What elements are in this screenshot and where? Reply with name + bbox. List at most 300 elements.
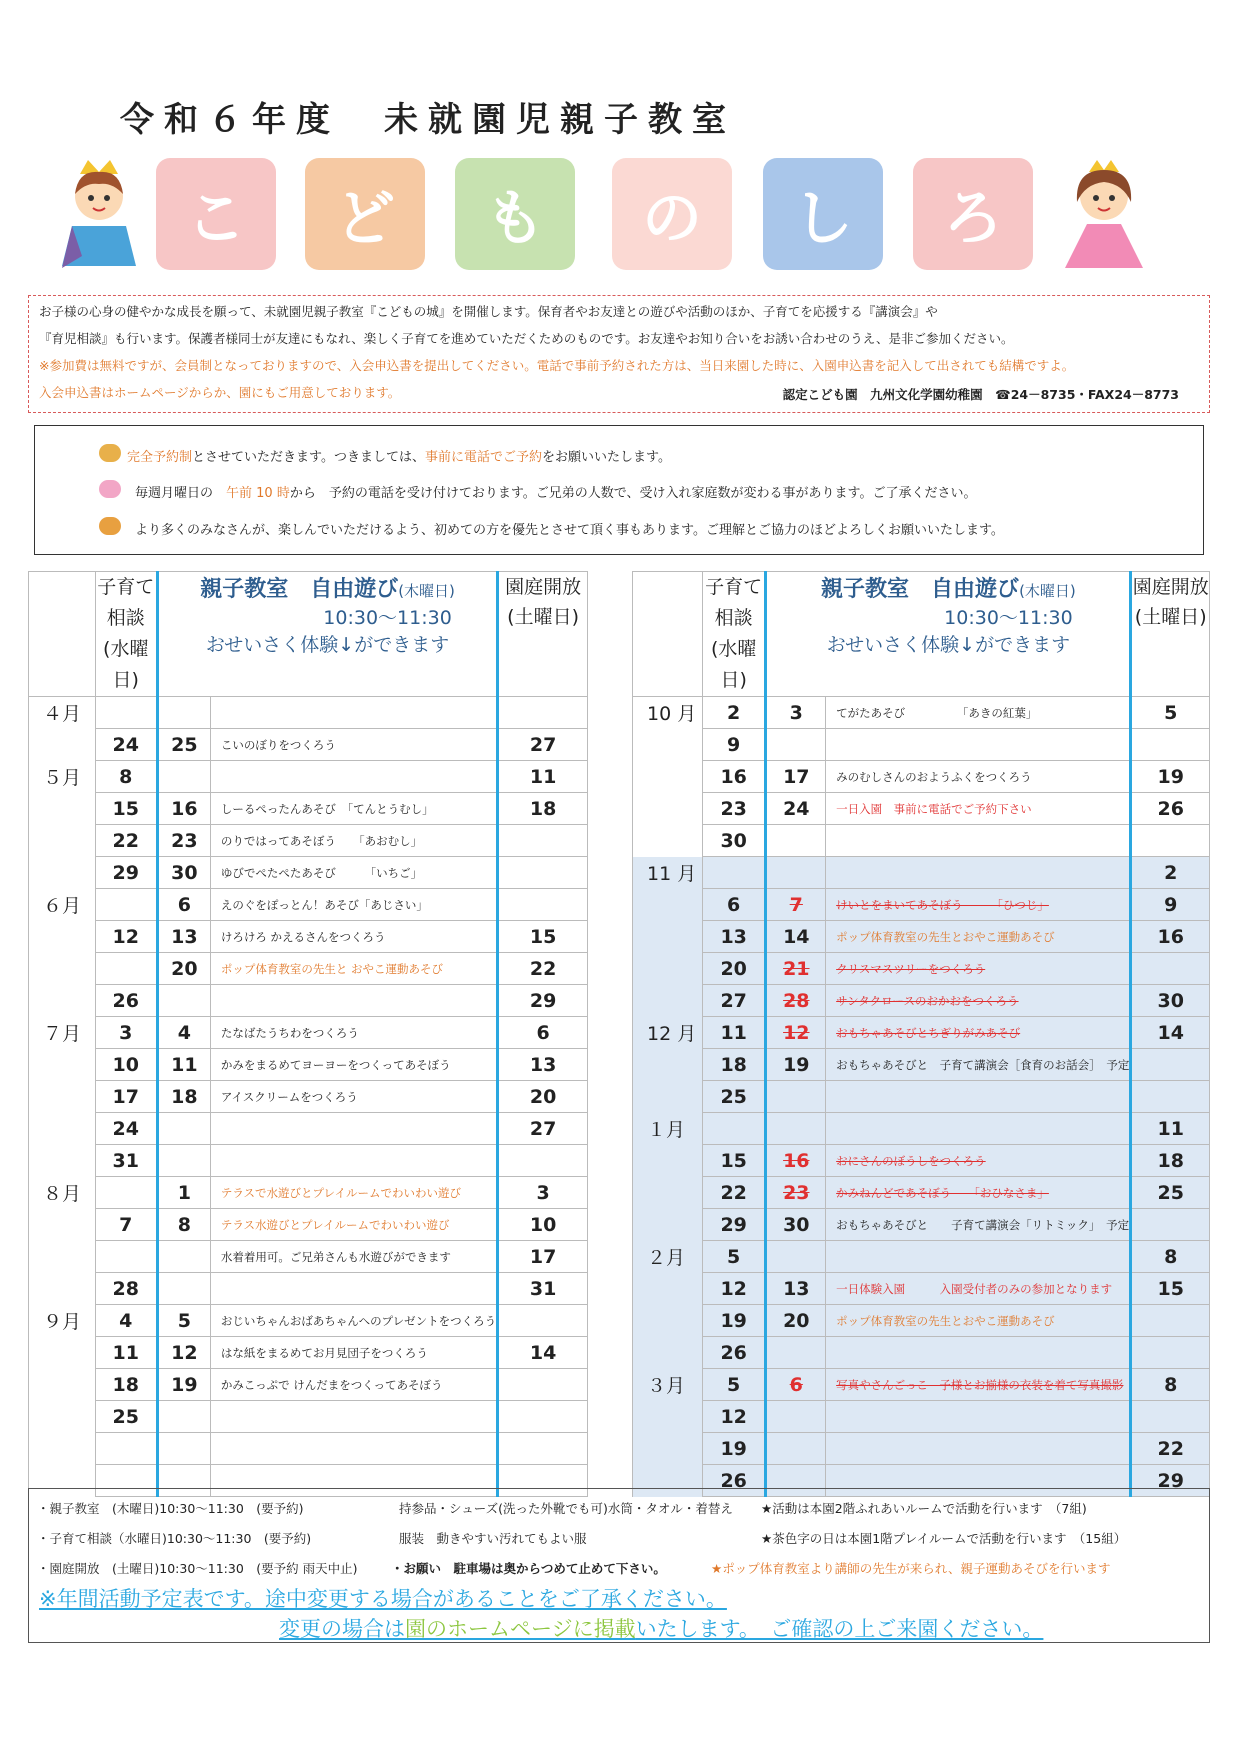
class-date: 17	[766, 761, 826, 793]
garden-date: 17	[498, 1241, 588, 1273]
class-date: 7	[766, 889, 826, 921]
garden-date	[498, 1401, 588, 1433]
garden-date: 6	[498, 1017, 588, 1049]
intro-line-3: ※参加費は無料ですが、会員制となっておりますので、入会申込書を提出してください。電話で事前予約された方は、当日来園した時に、入園申込書を記入して出されても結構ですよ。	[39, 358, 1075, 373]
garden-date: 10	[498, 1209, 588, 1241]
month-label: 10 月	[633, 697, 703, 729]
consult-date: 5	[702, 1369, 766, 1401]
class-date: 14	[766, 921, 826, 953]
activity-text: おもちゃあそびと 子育て講演会「リトミック」 予定	[826, 1209, 1131, 1241]
activity-text: けろけろ かえるさんをつくろう	[210, 921, 497, 953]
month-label	[29, 953, 96, 985]
consult-date: 25	[702, 1081, 766, 1113]
activity-text: みのむしさんのおようふくをつくろう	[826, 761, 1131, 793]
garden-date: 18	[1131, 1145, 1210, 1177]
consult-date	[702, 1113, 766, 1145]
class-date: 30	[766, 1209, 826, 1241]
schedule-row	[29, 1017, 588, 1049]
schedule-row	[633, 1017, 1210, 1049]
class-date: 13	[766, 1273, 826, 1305]
schedule-row	[633, 1049, 1210, 1081]
garden-date	[498, 1305, 588, 1337]
schedule-row	[29, 889, 588, 921]
activity-text: 一日体験入園 入園受付者のみの参加となります	[826, 1273, 1131, 1305]
consult-date	[95, 889, 157, 921]
schedule-row	[633, 1337, 1210, 1369]
consult-date: 9	[702, 729, 766, 761]
activity-text: けいとをまいてあそぼう 「ひつじ」	[826, 889, 1131, 921]
schedule-row	[29, 761, 588, 793]
garden-date	[498, 857, 588, 889]
garden-date	[498, 1369, 588, 1401]
notice-line-1: 完全予約制とさせていただきます。つきましては、事前に電話でご予約をお願いいたします。	[127, 450, 671, 465]
footer-belongings: 持参品・シューズ(洗った外靴でも可)水筒・タオル・着替え	[399, 1501, 733, 1516]
consult-date: 15	[95, 793, 157, 825]
class-date	[157, 1433, 210, 1465]
class-date: 8	[157, 1209, 210, 1241]
class-date	[157, 1145, 210, 1177]
schedule-row	[633, 985, 1210, 1017]
month-label	[633, 889, 703, 921]
schedule-row	[633, 1113, 1210, 1145]
class-date: 16	[766, 1145, 826, 1177]
class-date	[766, 1241, 826, 1273]
garden-date: 15	[498, 921, 588, 953]
schedule-row	[633, 953, 1210, 985]
garden-date: 25	[1131, 1177, 1210, 1209]
intro-line-1: お子様の心身の健やかな成長を願って、未就園児親子教室『こどもの城』を開催します。保育者やお友達との遊びや活動のほか、子育てを応援する『講演会』や	[39, 304, 938, 319]
month-label	[633, 1433, 703, 1465]
class-date: 6	[157, 889, 210, 921]
activity-text: おもちゃあそびとちぎりがみあそび	[826, 1017, 1131, 1049]
activity-text	[210, 1113, 497, 1145]
activity-text: 一日入園 事前に電話でご予約下さい	[826, 793, 1131, 825]
consult-date	[95, 1241, 157, 1273]
month-label: 12 月	[633, 1017, 703, 1049]
garden-date: 20	[498, 1081, 588, 1113]
schedule-row	[29, 1177, 588, 1209]
consult-date: 30	[702, 825, 766, 857]
consult-date	[95, 697, 157, 729]
class-date: 24	[766, 793, 826, 825]
notice-line-2: 毎週月曜日の 午前 10 時から 予約の電話を受け付けております。ご兄弟の人数で、受け入れ家庭数が変わる事があります。ご了承ください。	[135, 486, 977, 501]
footer-garden-info: ・園庭開放 (土曜日)10:30～11:30 (要予約 雨天中止)	[37, 1561, 358, 1576]
schedule-row	[29, 825, 588, 857]
activity-text	[826, 825, 1131, 857]
activity-text	[210, 1273, 497, 1305]
schedule-row	[633, 793, 1210, 825]
activity-text	[210, 1401, 497, 1433]
month-label	[29, 985, 96, 1017]
consult-date: 27	[702, 985, 766, 1017]
class-date	[157, 1273, 210, 1305]
schedule-row	[633, 1433, 1210, 1465]
activity-text	[826, 1433, 1131, 1465]
activity-text	[826, 729, 1131, 761]
schedule-row	[29, 1401, 588, 1433]
class-date	[157, 1241, 210, 1273]
month-label	[29, 1081, 96, 1113]
schedule-row	[633, 1209, 1210, 1241]
class-date: 19	[766, 1049, 826, 1081]
month-label: ４月	[29, 697, 96, 729]
hero-letter-2: ど	[305, 158, 425, 270]
garden-date: 8	[1131, 1241, 1210, 1273]
footer-clothing: 服装 動きやすい汚れてもよい服	[399, 1531, 587, 1546]
garden-date: 2	[1131, 857, 1210, 889]
class-date: 16	[157, 793, 210, 825]
cat-icon	[99, 444, 121, 462]
consult-date	[702, 857, 766, 889]
garden-date: 26	[1131, 793, 1210, 825]
activity-text: ポップ体育教室の先生とおやこ運動あそび	[826, 921, 1131, 953]
class-date	[766, 729, 826, 761]
garden-date: 30	[1131, 985, 1210, 1017]
activity-text: こいのぼりをつくろう	[210, 729, 497, 761]
schedule-row	[633, 921, 1210, 953]
schedule-row	[633, 889, 1210, 921]
activity-text: テラスで水遊びとプレイルームでわいわい遊び	[210, 1177, 497, 1209]
hero-banner	[0, 158, 1241, 273]
month-label	[633, 1145, 703, 1177]
activity-text: のりではってあそぼう 「あおむし」	[210, 825, 497, 857]
activity-text: ゆびでぺたぺたあそび 「いちご」	[210, 857, 497, 889]
class-date: 20	[157, 953, 210, 985]
schedule-row	[29, 953, 588, 985]
month-label	[29, 1369, 96, 1401]
schedule-row	[29, 1081, 588, 1113]
class-date	[157, 1401, 210, 1433]
consult-date: 12	[702, 1273, 766, 1305]
consult-date	[95, 1433, 157, 1465]
garden-date	[1131, 825, 1210, 857]
footer-note-2: ★茶色字の日は本園1階プレイルームで活動を行います （15組）	[761, 1531, 1127, 1546]
class-date: 28	[766, 985, 826, 1017]
hamster-icon	[99, 517, 121, 535]
month-label: １月	[633, 1113, 703, 1145]
month-label	[633, 1049, 703, 1081]
month-label	[29, 825, 96, 857]
schedule-row	[29, 1337, 588, 1369]
hero-letter-5: し	[763, 158, 883, 270]
class-date	[766, 857, 826, 889]
activity-text	[826, 1081, 1131, 1113]
consult-date: 11	[702, 1017, 766, 1049]
consult-date: 24	[95, 729, 157, 761]
month-label	[633, 1209, 703, 1241]
organization-contact: 認定こども園 九州文化学園幼稚園 ☎24－8735・FAX24－8773	[782, 387, 1179, 402]
month-label	[29, 1337, 96, 1369]
garden-date: 15	[1131, 1273, 1210, 1305]
activity-text	[826, 1401, 1131, 1433]
schedule-row	[633, 697, 1210, 729]
footer-class-info: ・親子教室 (木曜日)10:30～11:30 (要予約)	[37, 1501, 304, 1516]
month-label	[29, 857, 96, 889]
class-date	[766, 1401, 826, 1433]
class-date: 1	[157, 1177, 210, 1209]
month-label: ２月	[633, 1241, 703, 1273]
month-label	[633, 1177, 703, 1209]
footer-notice-2: 変更の場合は園のホームページに掲載いたします。 ご確認の上ご来園ください。	[279, 1617, 1044, 1641]
consult-date: 15	[702, 1145, 766, 1177]
class-date: 30	[157, 857, 210, 889]
month-label	[29, 729, 96, 761]
garden-date: 29	[498, 985, 588, 1017]
consult-date: 24	[95, 1113, 157, 1145]
garden-date: 5	[1131, 697, 1210, 729]
main-header: 親子教室 自由遊び(木曜日) 10:30～11:30 おせいさく体験↓ができます	[157, 572, 497, 697]
garden-date: 27	[498, 1113, 588, 1145]
activity-text: ポップ体育教室の先生と おやこ運動あそび	[210, 953, 497, 985]
hero-letter-4: の	[612, 158, 732, 270]
notice-line-3: より多くのみなさんが、楽しんでいただけるよう、初めての方を優先とさせて頂く事もあります。ご理解とご協力のほどよろしくお願いいたします。	[135, 523, 1004, 538]
month-label	[29, 1273, 96, 1305]
month-label	[633, 1337, 703, 1369]
garden-date	[1131, 729, 1210, 761]
activity-text: サンタクロースのおかおをつくろう	[826, 985, 1131, 1017]
month-label	[29, 1401, 96, 1433]
month-label: ９月	[29, 1305, 96, 1337]
month-label	[633, 825, 703, 857]
class-date: 21	[766, 953, 826, 985]
garden-date	[1131, 1337, 1210, 1369]
intro-line-2: 『育児相談』も行います。保護者様同士が友達にもなれ、楽しく子育てを進めていただくためのものです。お友達やお知り合いをお誘い合わせのうえ、是非ご参加ください。	[39, 331, 1014, 346]
consult-date: 20	[702, 953, 766, 985]
class-date: 12	[766, 1017, 826, 1049]
footer-parking: ・お願い 駐車場は奥からつめて止めて下さい。	[391, 1561, 666, 1576]
schedule-row	[633, 1305, 1210, 1337]
month-label	[29, 1049, 96, 1081]
consult-header: 子育て 相談 (水曜日)	[95, 572, 157, 697]
activity-text: ポップ体育教室の先生とおやこ運動あそび	[826, 1305, 1131, 1337]
month-label	[633, 1081, 703, 1113]
garden-date: 31	[498, 1273, 588, 1305]
activity-text: てがたあそび 「あきの紅葉」	[826, 697, 1131, 729]
schedule-row	[633, 729, 1210, 761]
schedule-row	[633, 1401, 1210, 1433]
schedule-row	[633, 761, 1210, 793]
consult-date: 5	[702, 1241, 766, 1273]
consult-date: 13	[702, 921, 766, 953]
activity-text	[826, 1113, 1131, 1145]
class-date	[157, 985, 210, 1017]
princess-mascot-icon	[1057, 156, 1152, 276]
consult-date: 7	[95, 1209, 157, 1241]
activity-text: はな紙をまるめてお月見団子をつくろう	[210, 1337, 497, 1369]
month-label	[29, 921, 96, 953]
activity-text	[826, 1241, 1131, 1273]
schedule-row	[633, 1241, 1210, 1273]
schedule-row	[29, 857, 588, 889]
consult-date: 6	[702, 889, 766, 921]
garden-header: 園庭開放 (土曜日)	[498, 572, 588, 697]
schedule-row	[29, 793, 588, 825]
class-date: 3	[766, 697, 826, 729]
activity-text	[826, 1337, 1131, 1369]
garden-date	[498, 1433, 588, 1465]
month-label	[29, 793, 96, 825]
class-date	[766, 1113, 826, 1145]
activity-text: おもちゃあそびと 子育て講演会［食育のお話会］ 予定	[826, 1049, 1131, 1081]
schedule-row	[29, 985, 588, 1017]
schedule-row	[633, 825, 1210, 857]
garden-date: 9	[1131, 889, 1210, 921]
class-date	[766, 1337, 826, 1369]
month-label	[29, 1113, 96, 1145]
month-label	[633, 793, 703, 825]
consult-date: 28	[95, 1273, 157, 1305]
activity-text: おにさんのぼうしをつくろう	[826, 1145, 1131, 1177]
activity-text: アイスクリームをつくろう	[210, 1081, 497, 1113]
schedule-row	[29, 697, 588, 729]
month-label	[29, 1209, 96, 1241]
consult-date: 12	[95, 921, 157, 953]
class-date	[766, 1433, 826, 1465]
schedule-row	[29, 1433, 588, 1465]
garden-date	[1131, 1401, 1210, 1433]
consult-date: 19	[702, 1433, 766, 1465]
page-title: 令和６年度 未就園児親子教室	[120, 100, 736, 140]
schedule-row	[29, 921, 588, 953]
garden-date: 22	[498, 953, 588, 985]
consult-date: 18	[95, 1369, 157, 1401]
schedule-row	[633, 1145, 1210, 1177]
month-label	[633, 729, 703, 761]
activity-text: テラス水遊びとプレイルームでわいわい遊び	[210, 1209, 497, 1241]
schedule-table-left	[28, 571, 588, 1497]
class-date	[766, 1081, 826, 1113]
consult-date: 19	[702, 1305, 766, 1337]
garden-date: 29	[1131, 1465, 1210, 1497]
activity-text	[210, 761, 497, 793]
schedule-row	[29, 1145, 588, 1177]
activity-text	[826, 857, 1131, 889]
month-label	[29, 1433, 96, 1465]
activity-text: えのぐをぽっとん！あそび「あじさい」	[210, 889, 497, 921]
garden-date: 14	[498, 1337, 588, 1369]
garden-date	[1131, 1049, 1210, 1081]
class-date	[157, 1113, 210, 1145]
class-date: 12	[157, 1337, 210, 1369]
schedule-row	[29, 1241, 588, 1273]
footer-note-1: ★活動は本園2階ふれあいルームで活動を行います （7組)	[761, 1501, 1087, 1516]
activity-text: 写真やさんごっこ 子様とお揃様の衣装を着て写真撮影	[826, 1369, 1131, 1401]
consult-date: 22	[95, 825, 157, 857]
activity-text: かみをまるめてヨーヨーをつくってあそぼう	[210, 1049, 497, 1081]
class-date: 6	[766, 1369, 826, 1401]
prince-mascot-icon	[52, 156, 147, 276]
garden-date: 11	[498, 761, 588, 793]
class-date	[157, 697, 210, 729]
schedule-row	[29, 1305, 588, 1337]
garden-date	[1131, 1209, 1210, 1241]
month-label	[633, 985, 703, 1017]
class-date: 23	[766, 1177, 826, 1209]
consult-date: 26	[702, 1337, 766, 1369]
footer-notice-1: ※年間活動予定表です。途中変更する場合があることをご了承ください。	[39, 1587, 727, 1611]
schedule-row	[633, 1081, 1210, 1113]
schedule-row	[633, 1369, 1210, 1401]
schedule-row	[29, 1049, 588, 1081]
class-date	[157, 761, 210, 793]
activity-text	[210, 985, 497, 1017]
month-label	[633, 921, 703, 953]
hero-letter-1: こ	[156, 158, 276, 270]
main-header: 親子教室 自由遊び(木曜日) 10:30～11:30 おせいさく体験↓ができます	[766, 572, 1131, 697]
hero-letter-3: も	[455, 158, 575, 270]
schedule-row	[29, 729, 588, 761]
month-label: 11 月	[633, 857, 703, 889]
month-label	[29, 1241, 96, 1273]
consult-date: 18	[702, 1049, 766, 1081]
class-date: 5	[157, 1305, 210, 1337]
garden-date: 14	[1131, 1017, 1210, 1049]
garden-date	[498, 825, 588, 857]
pig-icon	[99, 480, 121, 498]
consult-date: 12	[702, 1401, 766, 1433]
month-label	[633, 953, 703, 985]
garden-date: 19	[1131, 761, 1210, 793]
garden-date	[1131, 953, 1210, 985]
hero-letter-6: ろ	[913, 158, 1033, 270]
activity-text: たなばたうちわをつくろう	[210, 1017, 497, 1049]
consult-date: 10	[95, 1049, 157, 1081]
garden-date: 18	[498, 793, 588, 825]
schedule-row	[29, 1113, 588, 1145]
consult-date: 29	[702, 1209, 766, 1241]
month-label	[633, 1401, 703, 1433]
activity-text: かみねんどであそぼう 「おひなさま」	[826, 1177, 1131, 1209]
garden-date: 22	[1131, 1433, 1210, 1465]
schedule-row	[29, 1369, 588, 1401]
consult-date: 4	[95, 1305, 157, 1337]
class-date: 25	[157, 729, 210, 761]
schedule-row	[29, 1273, 588, 1305]
consult-date	[95, 1177, 157, 1209]
activity-text: おじいちゃんおばあちゃんへのプレゼントをつくろう	[210, 1305, 497, 1337]
notice-box	[34, 425, 1204, 555]
activity-text	[210, 1433, 497, 1465]
intro-line-4: 入会申込書はホームページからか、園にもご用意しております。	[39, 385, 401, 400]
garden-date: 13	[498, 1049, 588, 1081]
month-label: ６月	[29, 889, 96, 921]
activity-text: しーるぺったんあそび 「てんとうむし」	[210, 793, 497, 825]
class-date: 20	[766, 1305, 826, 1337]
consult-date: 22	[702, 1177, 766, 1209]
garden-date	[498, 1145, 588, 1177]
garden-date: 3	[498, 1177, 588, 1209]
consult-date: 26	[95, 985, 157, 1017]
footer-consult-info: ・子育て相談（水曜日)10:30～11:30 (要予約)	[37, 1531, 312, 1546]
consult-date: 17	[95, 1081, 157, 1113]
garden-date: 11	[1131, 1113, 1210, 1145]
consult-date: 23	[702, 793, 766, 825]
garden-date	[1131, 1305, 1210, 1337]
garden-date	[498, 697, 588, 729]
month-label	[633, 761, 703, 793]
class-date: 23	[157, 825, 210, 857]
schedule-row	[633, 1273, 1210, 1305]
schedule-row	[29, 1209, 588, 1241]
consult-header: 子育て 相談 (水曜日)	[702, 572, 766, 697]
activity-text	[210, 697, 497, 729]
consult-date: 11	[95, 1337, 157, 1369]
month-label	[29, 1145, 96, 1177]
consult-date: 25	[95, 1401, 157, 1433]
consult-date: 3	[95, 1017, 157, 1049]
class-date: 19	[157, 1369, 210, 1401]
activity-text	[210, 1145, 497, 1177]
